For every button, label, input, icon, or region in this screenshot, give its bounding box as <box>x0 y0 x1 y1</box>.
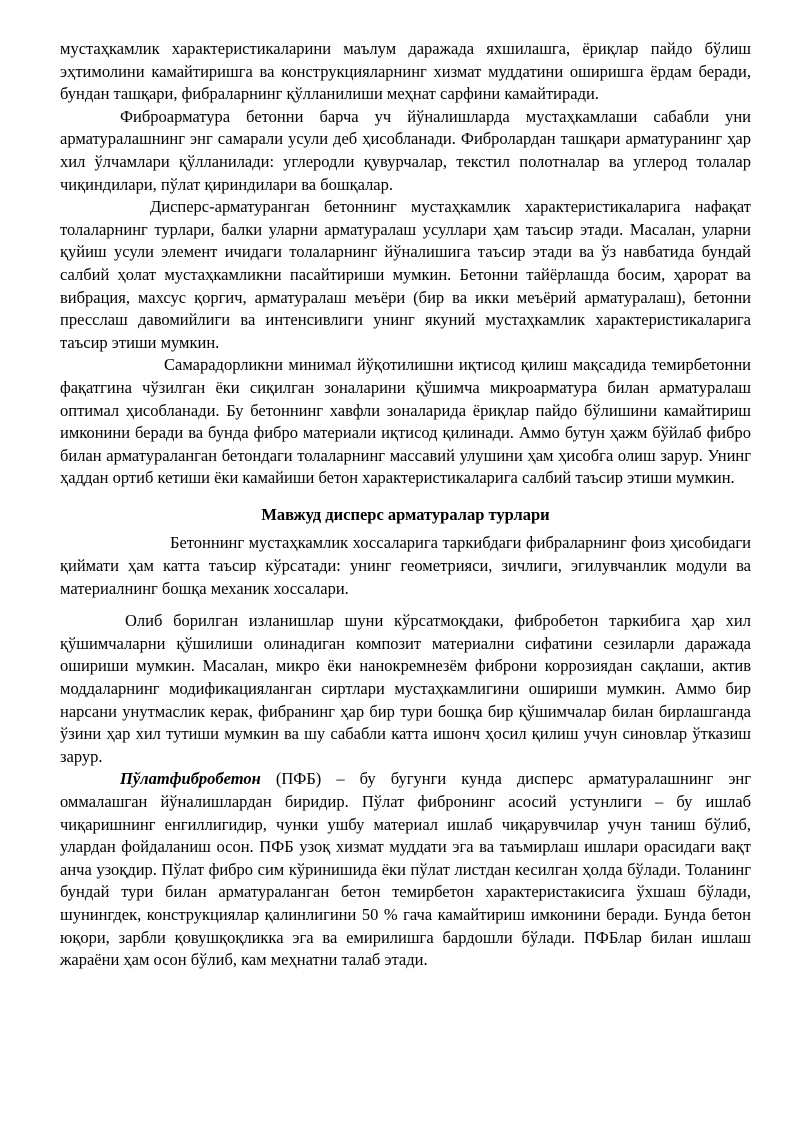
paragraph-3: Дисперс-арматуранган бетоннинг мустаҳкамлик характеристикаларига нафақат толаларнинг турлари, балки уларни арматуралаш усуллари ҳам таъсир этади. Масалан, уларни қуйиш усули элемент ичидаги толаларнинг йўналишига таъсир этади ва ўз навбатида бундай салбий ҳолат мустаҳкамликни пасайтириши мумкин. Бетонни тайёрлашда босим, ҳарорат ва вибрация, махсус қоргич, арматуралаш меъёри (бир ва икки меъёрий арматуралаш), бетонни пресслаш давомийлиги ва интенсивлиги унинг якуний мустаҳкамлик характеристикаларига таъсир этиши мумкин. <box>60 197 751 352</box>
paragraph-6: Олиб борилган изланишлар шуни кўрсатмоқдаки, фибробетон таркибига ҳар хил қўшимчаларни қўшилиши олинадиган композит материални сифатини сезиларли даражада ошириши мумкин. Масалан, микро ёки нанокремнезём фиброни коррозиядан сақлаши, актив моддаларнинг модификацияланган сиртлари мустаҳкамлигини ошириши мумкин. Аммо бир нарсани унутмаслик керак, фибранинг ҳар бир тури бошқа бир қўшимчалар билан бирлашганда ўзини ҳар хил тутиши мумкин ва шу сабабли катта ишонч ҳосил қилиш учун синовлар ўтказиш зарур. <box>60 611 751 766</box>
paragraph-4: Самарадорликни минимал йўқотилишни иқтисод қилиш мақсадида темирбетонни фақатгина чўзилган ёки сиқилган зоналарини қўшимча микроарматура билан арматуралаш оптимал ҳисобланади. Бу бетоннинг хавфли зоналарида ёриқлар пайдо бўлишини камайтириш имконини беради ва бунда фибро материали иқтисод қилинади. Аммо бутун ҳажм бўйлаб фибро билан арматураланган бетондаги толаларнинг массавий улушини ҳам ҳисобга олиш зарур. Унинг ҳаддан ортиб кетиши ёки камайиши бетон характеристикаларига салбий таъсир этиши мумкин. <box>60 355 751 488</box>
term-pfb: Пўлатфибробетон <box>120 769 261 789</box>
section-heading: Мавжуд дисперс арматуралар турлари <box>261 504 550 524</box>
paragraph-2: Фиброарматура бетонни барча уч йўналишларда мустаҳкамлаши сабабли уни арматуралашнинг энг самарали усули деб ҳисобланади. Фибролардан ташқари арматуранинг ҳар хил ўлчамлари қўлланилади: углеродли қувурчалар, текстил полотналар ва углерод толалар чиқиндилари, пўлат қириндилари ва бошқалар. <box>60 106 751 194</box>
paragraph-1: мустаҳкамлик характеристикаларини маълум даражада яхшилашга, ёриқлар пайдо бўлиш эҳтимолини камайтиришга ва конструкцияларнинг хизмат муддатини оширишга ёрдам беради, бундан ташқари, фибраларнинг қўлланилиши меҳнат сарфини камайтиради. <box>60 39 751 104</box>
document-page <box>60 38 751 972</box>
paragraph-5: Бетоннинг мустаҳкамлик хоссаларига таркибдаги фибраларнинг фоиз ҳисобидаги қиймати ҳам катта таъсир кўрсатади: унинг геометрияси, зичлиги, эгилувчанлик модули ва материалнинг бошқа механик хоссалари. <box>60 533 751 598</box>
paragraph-7 <box>60 768 751 971</box>
paragraph-7-text: (ПФБ) – бу бугунги кунда дисперс арматуралашнинг энг оммалашган йўналишлардан биридир. Пўлат фибронинг асосий устунлиги – бу ишлаб чиқаришнинг енгиллигидир, чунки ушбу материал ишлаб чиқарувчилар учун таниш бўлиб, улардан фойдаланиш осон. ПФБ узоқ хизмат муддати эга ва таъмирлаш ишлари орасидаги вақт анча узоқдир. Пўлат фибро сим кўринишида ёки пўлат листдан кесилган ҳолда бўлади. Толанинг бундай тури билан арматураланган бетон темирбетон характеристакисига ўхшаш бўлади, шунингдек, конструкциялар қалинлигини 50 % гача камайтириш имконини беради. Бунда бетон юқори, зарбли қовушқоқликка эга ва емирилишга бардошли бўлади. ПФБлар билан ишлаш жараёни ҳам осон бўлиб, кам меҳнатни талаб этади. <box>60 769 751 970</box>
